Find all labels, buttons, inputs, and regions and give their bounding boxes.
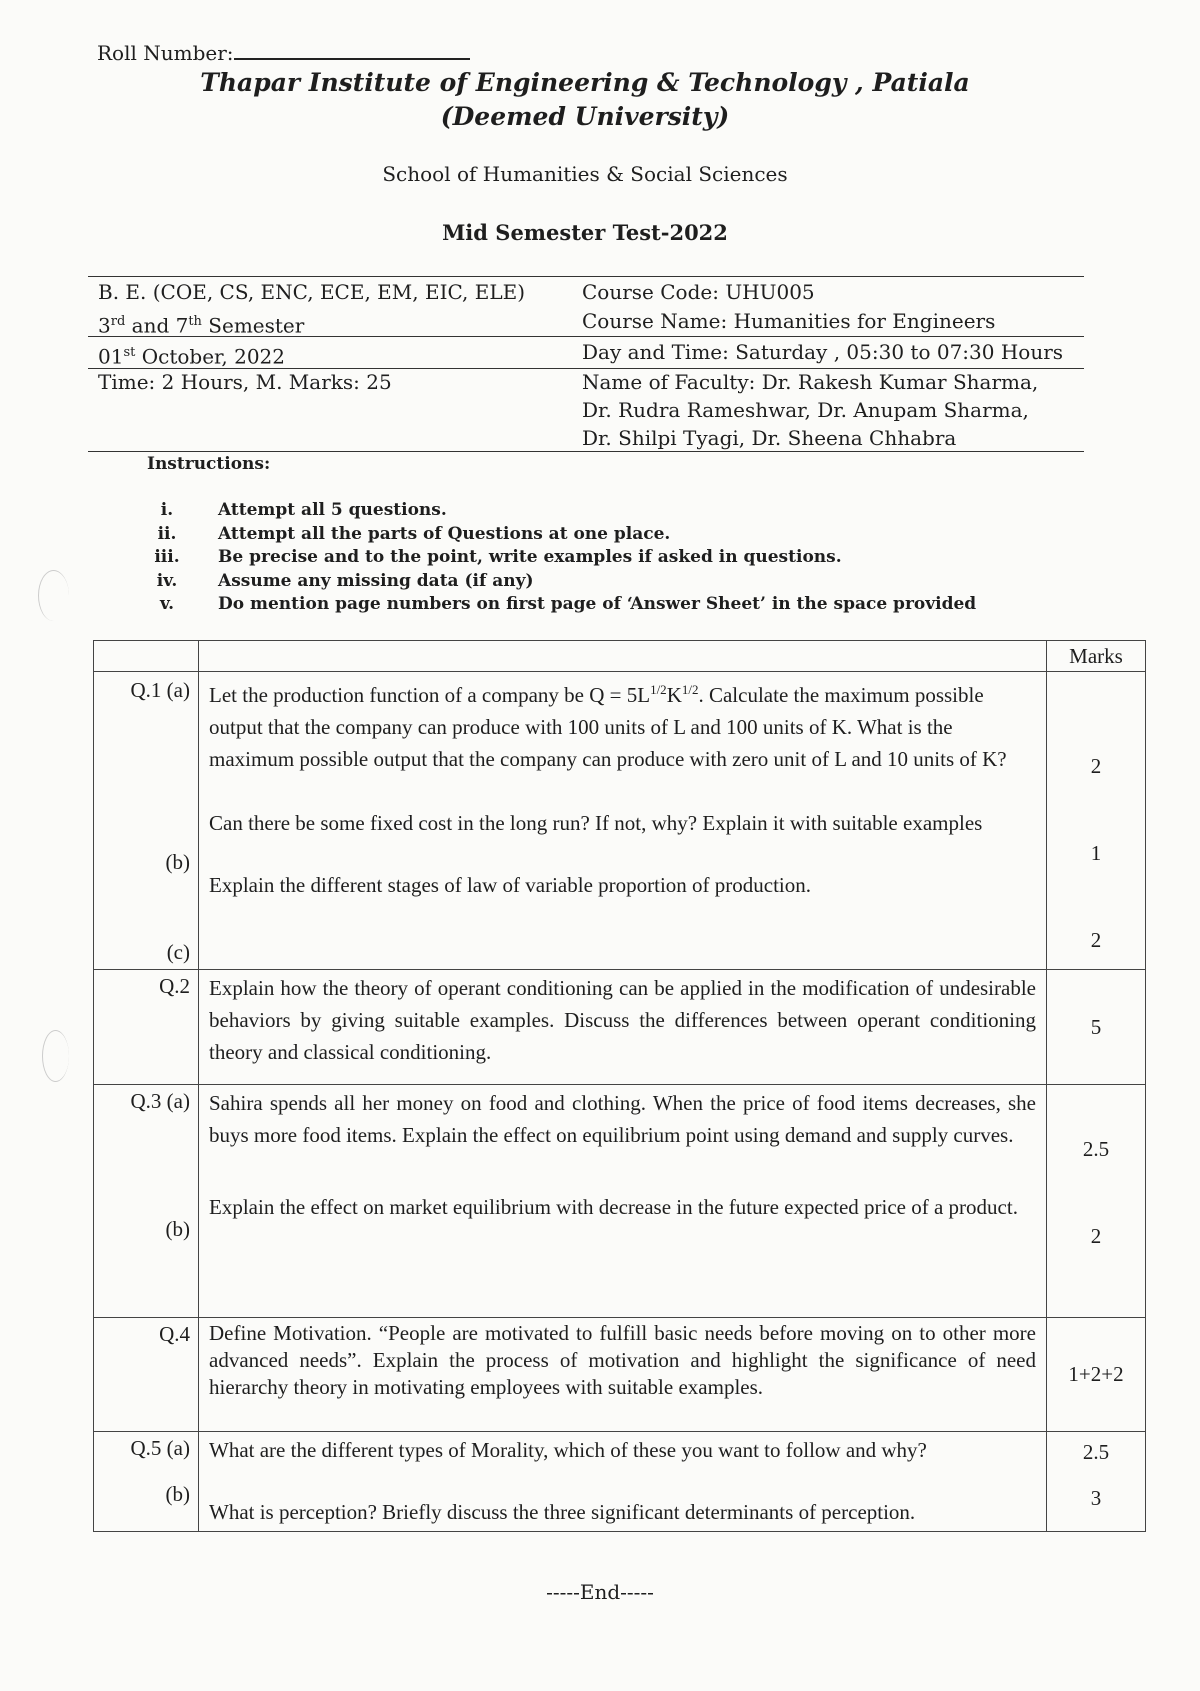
institute-name: Thapar Institute of Engineering & Technology , Patiala <box>200 68 970 97</box>
q4-text: Define Motivation. “People are motivated to fulfill basic needs before moving on to other more advanced needs”. Explain the process of motivation and highlight the significance of need hierarchy theory in motivating employees with suitable examples. <box>209 1321 1036 1399</box>
faculty-names: Name of Faculty: Dr. Rakesh Kumar Sharma, Dr. Rudra Rameshwar, Dr. Anupam Sharma, Dr. Shilpi Tyagi, Dr. Sheena Chhabra <box>582 370 1039 450</box>
roll-number-field <box>97 40 470 65</box>
instructions-label: Instructions: <box>147 454 271 474</box>
table-row-q1 <box>94 672 1146 970</box>
q1b-marks: 1 <box>1090 841 1102 865</box>
table-row-q5 <box>94 1432 1146 1532</box>
q5a-marks: 2.5 <box>1082 1440 1110 1464</box>
table-header-row <box>94 641 1146 672</box>
roll-number-label: Roll Number: <box>97 41 234 65</box>
questions-table <box>93 640 1146 1532</box>
q1-labels <box>94 672 199 970</box>
q5b-text: What is perception? Briefly discuss the three significant determinants of perception. <box>209 1500 916 1524</box>
end-marker: -----End----- <box>546 1580 654 1604</box>
q5-cell <box>199 1432 1047 1532</box>
roll-number-blank <box>234 40 470 60</box>
instruction-item: ii. Attempt all the parts of Questions at one place. <box>157 523 671 544</box>
q1a-marks: 2 <box>1090 754 1102 778</box>
q3-marks <box>1047 1085 1146 1318</box>
q3-cell <box>199 1085 1047 1318</box>
q4-label: Q.4 <box>94 1318 199 1432</box>
q3b-marks: 2 <box>1090 1224 1102 1248</box>
margin-smudge <box>38 570 69 621</box>
marks-header: Marks <box>1047 641 1146 672</box>
q5b-marks: 3 <box>1090 1486 1102 1510</box>
q1c-marks: 2 <box>1090 928 1102 952</box>
q1-text <box>199 672 1047 970</box>
q1c-text: Explain the different stages of law of variable proportion of production. <box>209 873 812 897</box>
table-row-q4 <box>94 1318 1146 1432</box>
meta-mid-rule-1 <box>88 336 1084 337</box>
q5b-label: (b) <box>165 1482 190 1506</box>
margin-smudge <box>42 1030 69 1082</box>
table-row-q3 <box>94 1085 1146 1318</box>
q5a-label: Q.5 (a) <box>130 1436 190 1460</box>
q1a-label: Q.1 (a) <box>130 678 190 702</box>
q1-marks <box>1047 672 1146 970</box>
time-and-marks: Time: 2 Hours, M. Marks: 25 <box>98 370 392 394</box>
q5-marks <box>1047 1432 1146 1532</box>
test-title: Mid Semester Test-2022 <box>442 220 728 245</box>
q3b-label: (b) <box>165 1217 190 1241</box>
q3a-marks: 2.5 <box>1082 1137 1110 1161</box>
course-name: Course Name: Humanities for Engineers <box>582 309 996 333</box>
q5-labels <box>94 1432 199 1532</box>
q1a-text: Let the production function of a company be $Q = 5L^{1/2}K^{1/2}$. Calculate the maximum possible output that the company can produce with 100 units of L and 100 units of K. What is the maximum possible output that the company can produce with zero unit of L and 10 units of K? <box>209 682 1007 771</box>
q1c-label: (c) <box>166 940 190 964</box>
school-name: School of Humanities & Social Sciences <box>382 162 788 186</box>
q3a-text: Sahira spends all her money on food and clothing. When the price of food items decreases, she buys more food items. Explain the effect on equilibrium point using demand and supply curves. <box>209 1091 1036 1147</box>
q1b-label: (b) <box>165 850 190 874</box>
q3a-label: Q.3 (a) <box>130 1089 190 1113</box>
table-row-q2 <box>94 970 1146 1085</box>
q2-cell <box>199 970 1047 1085</box>
instruction-item: i. Attempt all 5 questions. <box>160 500 447 520</box>
q3b-text: Explain the effect on market equilibrium with decrease in the future expected price of a product. <box>209 1195 1018 1219</box>
q4-cell <box>199 1318 1047 1432</box>
instructions-list <box>150 500 1050 618</box>
q5a-text: What are the different types of Morality, which of these you want to follow and why? <box>209 1438 927 1462</box>
header-cell-empty <box>199 641 1047 672</box>
program-text: B. E. (COE, CS, ENC, ECE, EM, EIC, ELE) <box>98 280 526 304</box>
semester-text: 3rd and 7th Semester <box>98 313 305 338</box>
instruction-item: v. Do mention page numbers on first page of ‘Answer Sheet’ in the space provided <box>159 594 977 614</box>
header-cell-empty <box>94 641 199 672</box>
course-code: Course Code: UHU005 <box>582 280 815 304</box>
q1b-text: Can there be some fixed cost in the long run? If not, why? Explain it with suitable examples <box>209 811 983 835</box>
q4-marks: 1+2+2 <box>1047 1318 1146 1432</box>
instruction-item: iv. Assume any missing data (if any) <box>156 570 534 591</box>
q2-text: Explain how the theory of operant conditioning can be applied in the modification of undesirable behaviors by giving suitable examples. Discuss the differences between operant conditioning theory and classical conditioning. <box>209 976 1036 1064</box>
course-info <box>88 278 1084 336</box>
q3-labels <box>94 1085 199 1318</box>
exam-date: 01st October, 2022 <box>98 344 286 369</box>
meta-bottom-rule <box>88 451 1084 452</box>
q2-label: Q.2 <box>94 970 199 1085</box>
institute-status: (Deemed University) <box>440 102 730 131</box>
q2-marks: 5 <box>1047 970 1146 1085</box>
meta-top-rule <box>88 276 1084 277</box>
instruction-item: iii. Be precise and to the point, write examples if asked in questions. <box>154 547 842 567</box>
day-and-time: Day and Time: Saturday , 05:30 to 07:30 Hours <box>582 340 1064 364</box>
